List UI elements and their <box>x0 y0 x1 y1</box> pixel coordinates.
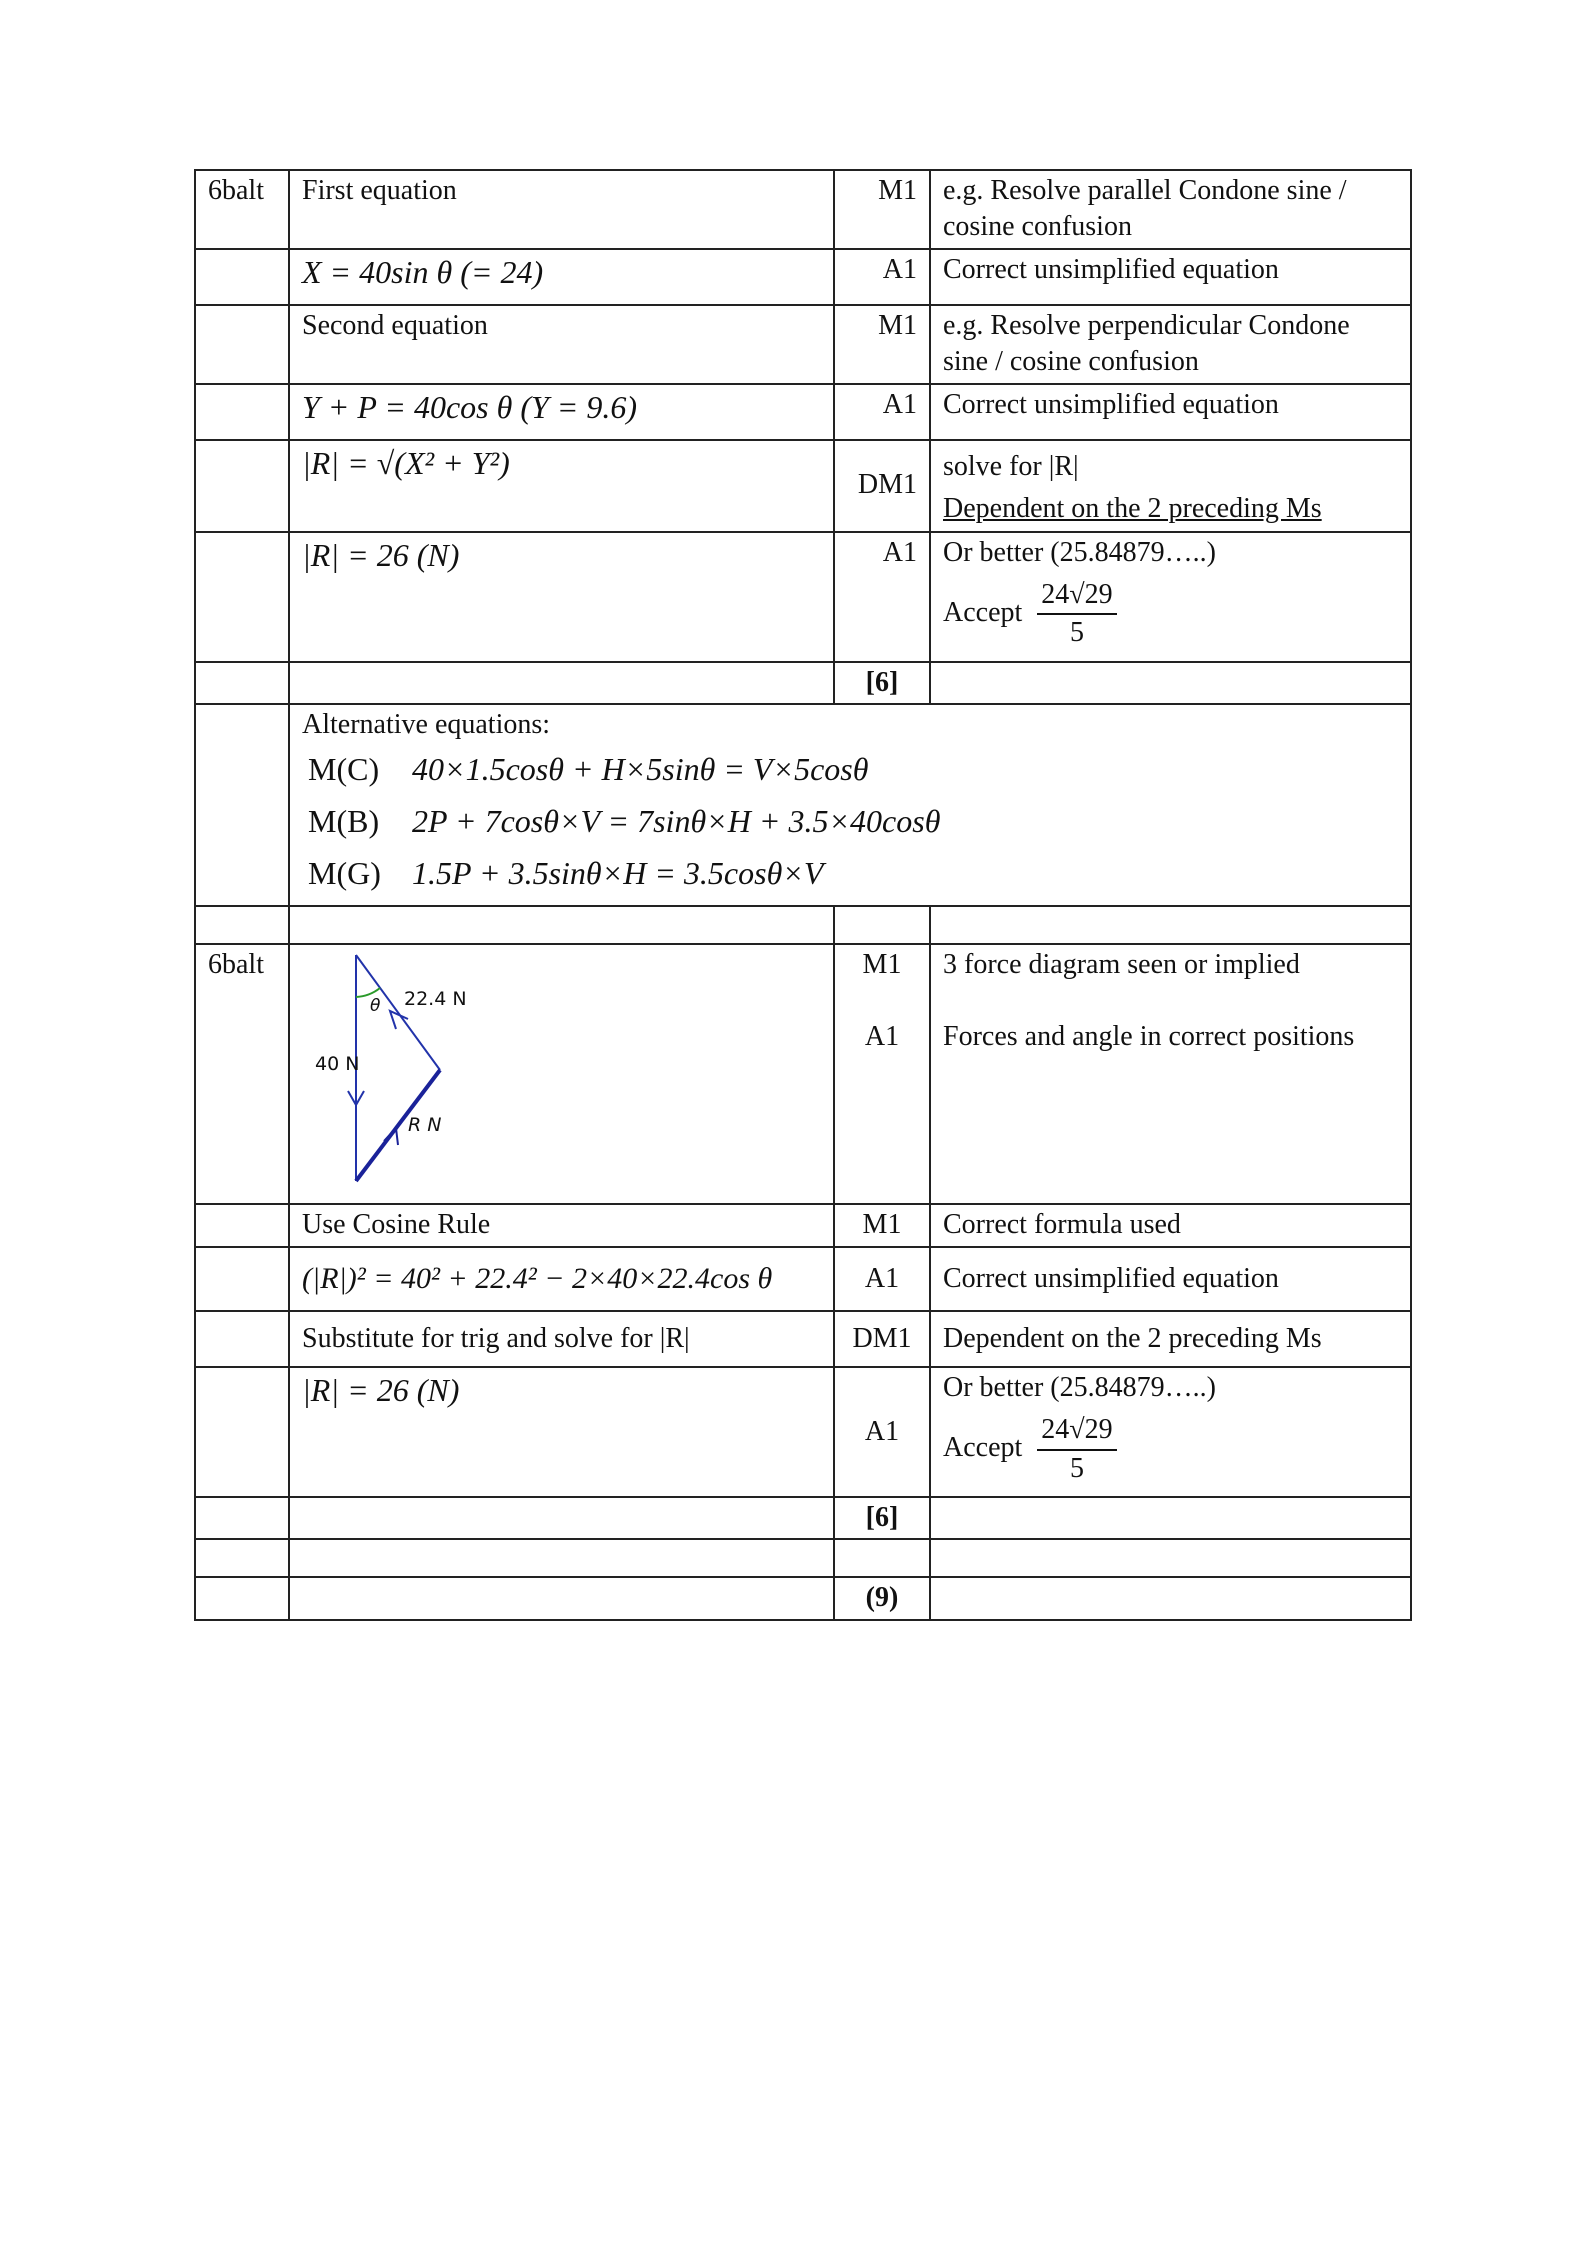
guidance-line: solve for |R| <box>943 450 1079 482</box>
mark-code: DM1 <box>834 440 930 532</box>
section-total: [6] <box>834 1497 930 1539</box>
working-equation: |R| = 26 (N) <box>289 1367 834 1497</box>
table-row <box>195 944 1411 1204</box>
alternative-heading: Alternative equations: <box>302 708 551 740</box>
fraction-denominator: 5 <box>1069 617 1084 649</box>
question-number: 6balt <box>195 944 289 1204</box>
table-row <box>195 704 1411 906</box>
working-equation: Y + P = 40cos θ (Y = 9.6) <box>289 384 834 440</box>
force-triangle-diagram <box>290 945 590 1193</box>
table-row <box>195 1539 1411 1577</box>
moment-label: M(G) <box>308 854 381 891</box>
mark-code-stack <box>834 944 930 1204</box>
mark-code: A1 <box>834 1247 930 1311</box>
guidance-line: Or better (25.84879…..) <box>943 536 1216 568</box>
table-row <box>195 305 1411 384</box>
guidance-note: e.g. Resolve parallel Condone sine / cosine confusion <box>930 170 1411 249</box>
mark-code: A1 <box>834 249 930 305</box>
table-row <box>195 532 1411 662</box>
fraction-numerator: 24√29 <box>1037 1412 1116 1450</box>
force-22-4n-line <box>356 955 440 1070</box>
table-row <box>195 384 1411 440</box>
working-text: Second equation <box>289 305 834 384</box>
equation-text: 2P + 7cosθ×V = 7sinθ×H + 3.5×40cosθ <box>412 802 941 839</box>
table-row <box>195 662 1411 704</box>
table-row <box>195 906 1411 944</box>
table-row <box>195 1204 1411 1246</box>
alternative-equations <box>289 704 1411 906</box>
accept-label: Accept <box>943 596 1023 628</box>
force-label-top: 22.4 N <box>404 987 467 1010</box>
angle-label: θ <box>370 995 381 1016</box>
alternative-equation <box>308 749 1398 791</box>
guidance-note-stack <box>930 944 1411 1204</box>
table-row <box>195 1247 1411 1311</box>
accept-fraction <box>1037 1412 1116 1487</box>
working-text: Use Cosine Rule <box>289 1204 834 1246</box>
table-row <box>195 440 1411 532</box>
guidance-note <box>930 532 1411 662</box>
mark-code: M1 <box>834 1204 930 1246</box>
mark-code: A1 <box>834 1367 930 1497</box>
accept-fraction <box>1037 577 1116 652</box>
force-label-bottom: R N <box>408 1113 442 1136</box>
table-row <box>195 170 1411 249</box>
accept-label: Accept <box>943 1431 1023 1463</box>
equation-text: 40×1.5cosθ + H×5sinθ = V×5cosθ <box>412 751 869 788</box>
alternative-equation <box>308 853 1398 895</box>
guidance-note: Correct unsimplified equation <box>930 249 1411 305</box>
guidance-line: Or better (25.84879…..) <box>943 1371 1216 1403</box>
alternative-equation <box>308 801 1398 843</box>
working-equation: X = 40sin θ (= 24) <box>289 249 834 305</box>
guidance-note: Correct formula used <box>930 1204 1411 1246</box>
working-equation: |R| = √(X² + Y²) <box>289 440 834 532</box>
guidance-note: Correct unsimplified equation <box>930 1247 1411 1311</box>
mark-code: A1 <box>864 1021 900 1053</box>
mark-code: M1 <box>834 305 930 384</box>
section-total: [6] <box>834 662 930 704</box>
table-row <box>195 1577 1411 1619</box>
force-label-left: 40 N <box>315 1052 360 1075</box>
question-number: 6balt <box>195 170 289 249</box>
table-row <box>195 1311 1411 1367</box>
table-row <box>195 249 1411 305</box>
working-equation: (|R|)² = 40² + 22.4² − 2×40×22.4cos θ <box>289 1247 834 1311</box>
working-text: First equation <box>289 170 834 249</box>
mark-code: A1 <box>834 384 930 440</box>
guidance-line: Dependent on the 2 preceding Ms <box>943 492 1322 524</box>
table-row <box>195 1367 1411 1497</box>
guidance-note <box>930 1367 1411 1497</box>
mark-code: M1 <box>834 170 930 249</box>
mark-scheme-table <box>194 169 1412 1621</box>
force-diagram-cell <box>289 944 834 1204</box>
working-equation: |R| = 26 (N) <box>289 532 834 662</box>
mark-code: M1 <box>862 948 902 980</box>
guidance-note <box>930 440 1411 532</box>
working-text: Substitute for trig and solve for |R| <box>289 1311 834 1367</box>
fraction-denominator: 5 <box>1069 1452 1084 1484</box>
equation-text: 1.5P + 3.5sinθ×H = 3.5cosθ×V <box>412 854 824 891</box>
moment-label: M(C) <box>308 751 380 788</box>
moment-label: M(B) <box>308 802 380 839</box>
guidance-note: e.g. Resolve perpendicular Condone sine / cosine confusion <box>930 305 1411 384</box>
guidance-line: 3 force diagram seen or implied <box>943 948 1300 980</box>
guidance-line: Forces and angle in correct positions <box>943 1021 1355 1053</box>
grand-total: (9) <box>834 1577 930 1619</box>
guidance-note: Correct unsimplified equation <box>930 384 1411 440</box>
fraction-numerator: 24√29 <box>1037 577 1116 615</box>
mark-code: DM1 <box>834 1311 930 1367</box>
guidance-note: Dependent on the 2 preceding Ms <box>930 1311 1411 1367</box>
mark-code: A1 <box>834 532 930 662</box>
table-row <box>195 1497 1411 1539</box>
